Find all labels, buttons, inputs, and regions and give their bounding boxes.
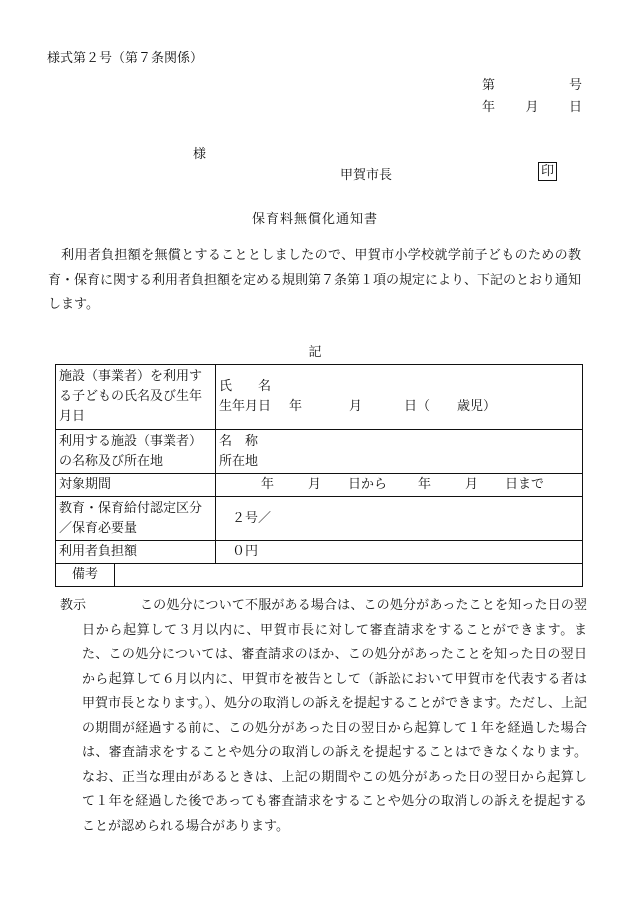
child-value xyxy=(216,365,583,430)
remarks-cell xyxy=(56,564,583,587)
number-prefix: 第 xyxy=(482,78,496,93)
seal-mark: 印 xyxy=(538,162,557,181)
date-day: 日 xyxy=(568,100,582,115)
number-suffix: 号 xyxy=(568,78,582,93)
document-title: 保育料無償化通知書 xyxy=(251,212,378,227)
table-row-period xyxy=(56,474,583,497)
table-row-facility xyxy=(56,430,583,474)
form-label: 様式第２号（第７条関係） xyxy=(47,51,204,66)
table-row-certification xyxy=(56,497,583,541)
facility-address-label: 所在地 xyxy=(219,453,259,469)
certification-value: ２号／ xyxy=(216,497,583,541)
period-to-month: 月 xyxy=(465,477,479,492)
facility-label: 利用する施設（事業者）の名称及び所在地 xyxy=(56,430,216,474)
document-date xyxy=(482,96,582,115)
period-from-year: 年 xyxy=(261,477,275,492)
table-row-child xyxy=(56,365,583,430)
period-label: 対象期間 xyxy=(56,474,216,497)
child-age: 歳児） xyxy=(457,399,497,414)
table-row-remarks xyxy=(56,564,583,587)
period-from-month: 月 xyxy=(308,477,322,492)
notice-text: この処分について不服がある場合は、この処分があったことを知った日の翌日から起算して３月以内に、甲賀市長に対して審査請求をすることができます。また、この処分については、審査請求のほか、この処分があったことを知った日の翌日から起算して６月以内に、甲賀市を被告として（訴訟において甲賀市を代表する者は甲賀市長となります。）、処分の取消しの訴えを提起することができます。ただし、上記の期間が経過する前に、この処分があった日の翌日から起算して１年を経過した場合は、審査請求をすることや処分の取消しの訴えを提起することはできなくなります。なお、正当な理由があるときは、上記の期間やこの処分があった日の翌日から起算して１年を経過した後であっても審査請求をすることや処分の取消しの訴えを提起することが認められる場合があります。 xyxy=(82,598,587,834)
date-month: 月 xyxy=(525,100,539,115)
facility-value xyxy=(216,430,583,474)
period-to-day: 日まで xyxy=(505,477,545,492)
issuer: 甲賀市長 xyxy=(340,168,393,183)
fee-label: 利用者負担額 xyxy=(56,541,216,564)
certification-label: 教育・保育給付認定区分／保育必要量 xyxy=(56,497,216,541)
table-row-fee xyxy=(56,541,583,564)
period-value xyxy=(216,474,583,497)
body-text: 利用者負担額を無償とすることとしましたので、甲賀市小学校就学前子どものための教育・保育に関する利用者負担額を定める規則第７条第１項の規定により、下記のとおり通知します。 xyxy=(48,248,582,312)
appeal-notice xyxy=(62,594,587,839)
document-number xyxy=(482,74,582,93)
child-name-label: 氏 名 xyxy=(219,379,272,394)
period-from-day: 日から xyxy=(348,477,388,492)
child-dob-label: 生年月日 xyxy=(219,399,272,414)
facility-name-label: 名 称 xyxy=(219,433,259,449)
details-table xyxy=(55,364,583,587)
child-dob-month: 月 xyxy=(349,399,363,414)
child-dob-year: 年 xyxy=(289,399,303,414)
fee-value: ０円 xyxy=(216,541,583,564)
period-to-year: 年 xyxy=(418,477,432,492)
date-year: 年 xyxy=(482,100,496,115)
child-label: 施設（事業者）を利用する子どもの氏名及び生年月日 xyxy=(56,365,216,430)
notice-heading: 教示 xyxy=(60,598,87,613)
remarks-value xyxy=(115,564,582,586)
addressee-suffix: 様 xyxy=(193,147,207,162)
remarks-label: 備考 xyxy=(56,564,115,586)
ki-heading: 記 xyxy=(308,345,322,360)
child-dob-day: 日（ xyxy=(404,399,431,414)
